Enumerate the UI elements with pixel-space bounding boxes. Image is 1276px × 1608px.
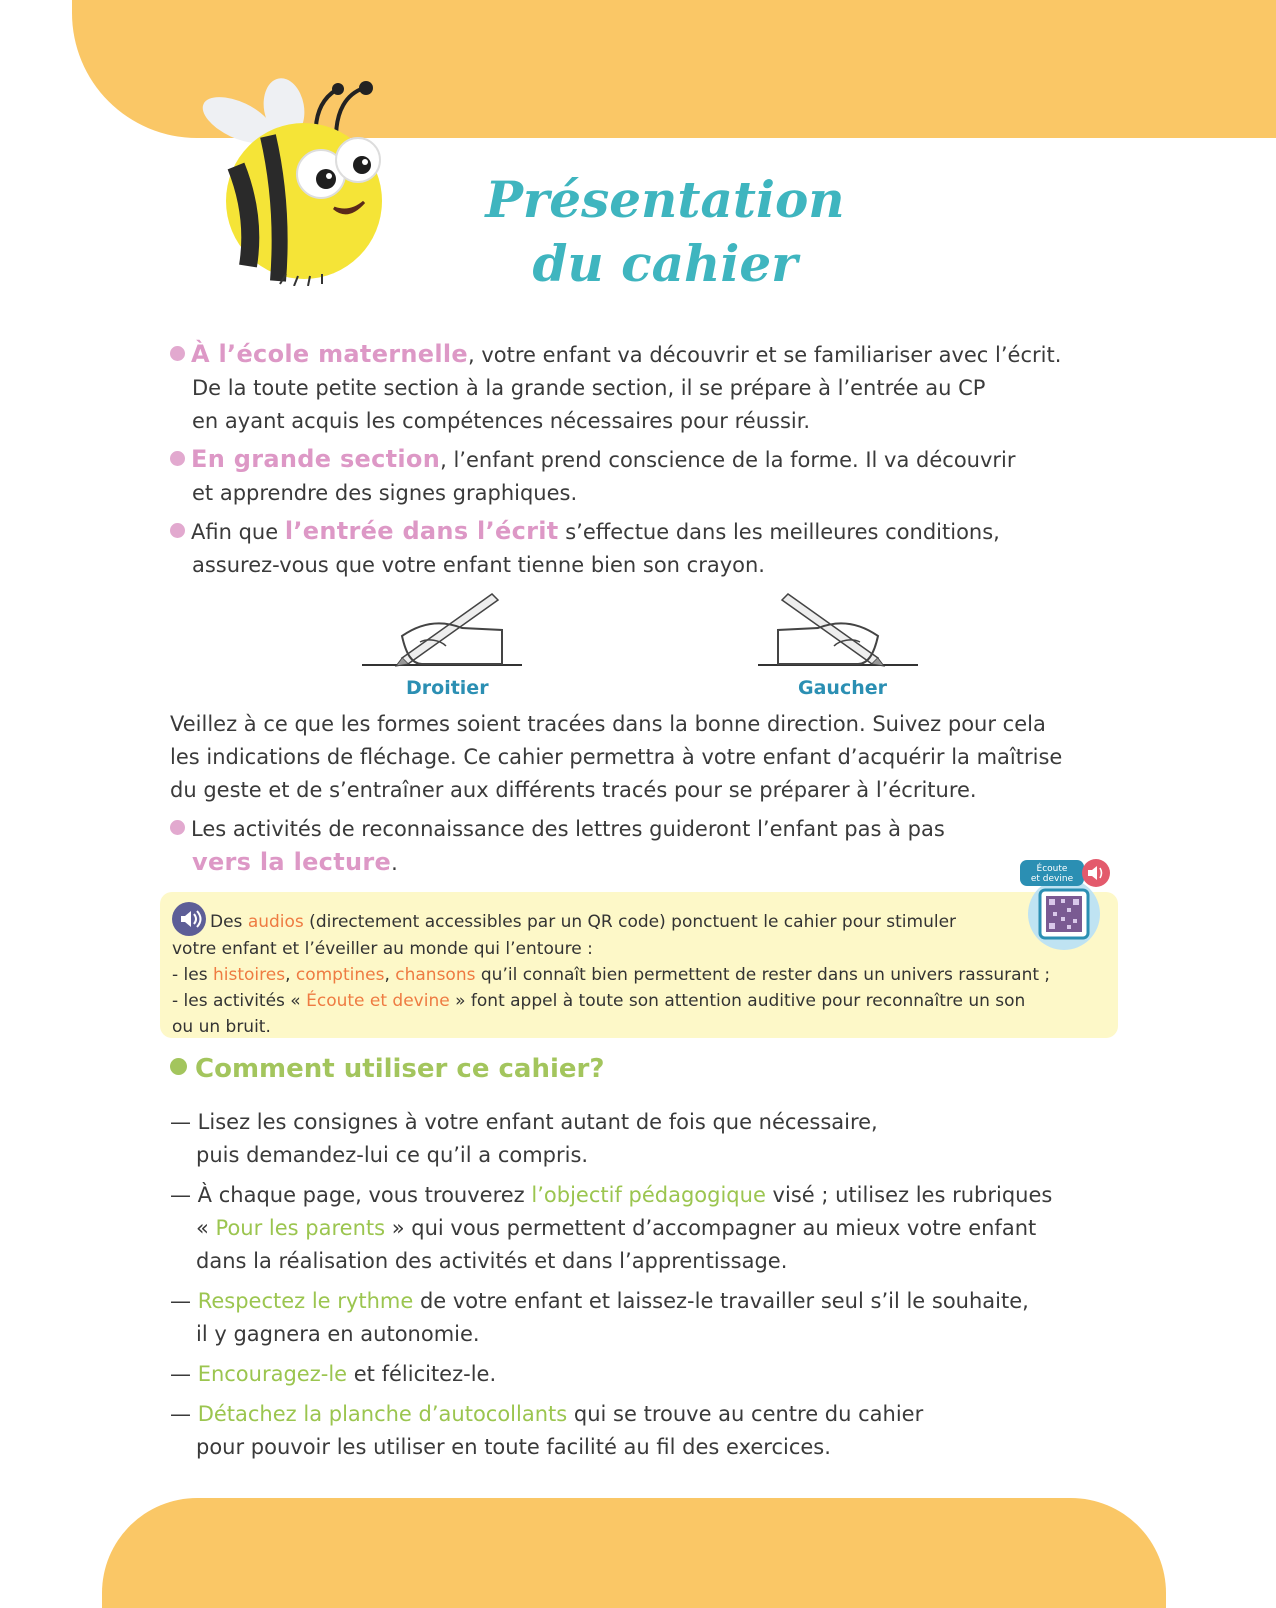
bottom-decorative-band bbox=[102, 1498, 1166, 1608]
body-text: — bbox=[170, 1402, 198, 1426]
title-line-2: du cahier bbox=[532, 234, 798, 293]
page-title bbox=[430, 168, 900, 296]
chansons-highlight: chansons bbox=[395, 965, 476, 985]
tip-item bbox=[170, 1179, 1130, 1278]
highlight-text: En grande section bbox=[191, 445, 441, 473]
comptines-highlight: comptines bbox=[295, 965, 385, 985]
histoires-highlight: histoires bbox=[212, 965, 286, 985]
body-text: de votre enfant et laissez-le travailler seul s’il le souhaite, bbox=[413, 1289, 1029, 1313]
section-heading-how-to bbox=[170, 1054, 604, 1084]
ecoute-highlight: Écoute et devine bbox=[306, 991, 450, 1011]
body-text: » font appel à toute son attention auditive pour reconnaître un son bbox=[449, 991, 1026, 1011]
body-text: » qui vous permettent d’accompagner au mieux votre enfant bbox=[385, 1216, 1037, 1240]
highlight-text: Encouragez-le bbox=[197, 1362, 348, 1386]
pencil-hand-left-icon bbox=[758, 588, 918, 670]
body-text: , l’enfant prend conscience de la forme. Il va découvrir bbox=[440, 448, 1016, 472]
intro-paragraph-ecrit bbox=[170, 515, 1130, 582]
title-line-1: Présentation bbox=[485, 170, 845, 229]
body-text: , bbox=[384, 965, 396, 985]
svg-text:et devine: et devine bbox=[1030, 874, 1074, 884]
speaker-icon bbox=[172, 902, 206, 936]
body-text: — À chaque page, vous trouverez bbox=[170, 1183, 532, 1207]
letters-paragraph bbox=[170, 813, 1130, 880]
body-text: Afin que bbox=[191, 520, 285, 544]
body-text: - les activités « bbox=[172, 991, 307, 1011]
body-text: , bbox=[285, 965, 296, 985]
body-text: — Lisez les consignes à votre enfant autant de fois que nécessaire, bbox=[170, 1110, 878, 1134]
bullet-dot bbox=[170, 820, 185, 835]
intro-paragraph-grande-section bbox=[170, 443, 1130, 510]
body-text: dans la réalisation des activités et dans l’apprentissage. bbox=[196, 1249, 788, 1273]
highlight-text: l’entrée dans l’écrit bbox=[284, 517, 559, 545]
bullet-dot bbox=[170, 1058, 187, 1075]
highlight-text: Pour les parents bbox=[215, 1216, 386, 1240]
bullet-dot bbox=[170, 523, 185, 538]
body-text: Les activités de reconnaissance des lettres guideront l’enfant pas à pas bbox=[191, 817, 945, 841]
body-text: — bbox=[170, 1289, 198, 1313]
body-text: Veillez à ce que les formes soient tracées dans la bonne direction. Suivez pour cela bbox=[170, 712, 1046, 736]
tip-item bbox=[170, 1398, 1130, 1464]
body-text: les indications de fléchage. Ce cahier permettra à votre enfant d’acquérir la maîtrise bbox=[170, 745, 1063, 769]
body-text: en ayant acquis les compétences nécessaires pour réussir. bbox=[192, 409, 811, 433]
qr-code-icon[interactable] bbox=[1018, 856, 1114, 952]
highlight-text: Respectez le rythme bbox=[197, 1289, 414, 1313]
body-text: — bbox=[170, 1362, 198, 1386]
right-handed-label: Droitier bbox=[406, 677, 489, 699]
intro-paragraph-maternelle bbox=[170, 338, 1130, 438]
pencil-hand-right-icon bbox=[362, 588, 522, 670]
body-text: , votre enfant va découvrir et se familiariser avec l’écrit. bbox=[468, 343, 1062, 367]
bee-mascot-icon bbox=[186, 76, 426, 286]
body-text: du geste et de s’entraîner aux différents tracés pour se préparer à l’écriture. bbox=[170, 778, 977, 802]
highlight-text: À l’école maternelle bbox=[191, 340, 469, 368]
audios-highlight: audios bbox=[247, 912, 304, 932]
bullet-dot bbox=[170, 451, 185, 466]
body-text: s’effectue dans les meilleures conditions, bbox=[558, 520, 1000, 544]
direction-paragraph bbox=[170, 708, 1130, 807]
bullet-dot bbox=[170, 346, 185, 361]
svg-text:Écoute: Écoute bbox=[1036, 864, 1068, 874]
body-text: « bbox=[196, 1216, 216, 1240]
body-text: Des bbox=[210, 912, 248, 932]
body-text: . bbox=[391, 851, 398, 875]
body-text: il y gagnera en autonomie. bbox=[196, 1322, 480, 1346]
body-text: puis demandez-lui ce qu’il a compris. bbox=[196, 1143, 589, 1167]
audio-info-box bbox=[160, 892, 1118, 1038]
body-text: votre enfant et l’éveiller au monde qui l’entoure : bbox=[172, 939, 593, 959]
heading-text: Comment utiliser ce cahier? bbox=[195, 1054, 605, 1084]
highlight-text: l’objectif pédagogique bbox=[531, 1183, 766, 1207]
highlight-text: vers la lecture bbox=[192, 848, 392, 876]
body-text: De la toute petite section à la grande section, il se prépare à l’entrée au CP bbox=[192, 376, 986, 400]
tip-item bbox=[170, 1106, 1130, 1172]
how-to-tips bbox=[170, 1106, 1130, 1471]
body-text: et apprendre des signes graphiques. bbox=[192, 481, 578, 505]
body-text: et félicitez-le. bbox=[347, 1362, 497, 1386]
body-text: (directement accessibles par un QR code) ponctuent le cahier pour stimuler bbox=[303, 912, 957, 932]
tip-item bbox=[170, 1285, 1130, 1351]
body-text: assurez-vous que votre enfant tienne bien son crayon. bbox=[192, 553, 765, 577]
body-text: qu’il connaît bien permettent de rester dans un univers rassurant ; bbox=[475, 965, 1051, 985]
highlight-text: Détachez la planche d’autocollants bbox=[197, 1402, 568, 1426]
body-text: qui se trouve au centre du cahier bbox=[567, 1402, 924, 1426]
body-text: visé ; utilisez les rubriques bbox=[765, 1183, 1053, 1207]
tip-item bbox=[170, 1358, 1130, 1391]
left-handed-label: Gaucher bbox=[798, 677, 887, 699]
body-text: - les bbox=[172, 965, 213, 985]
body-text: ou un bruit. bbox=[172, 1017, 271, 1037]
body-text: pour pouvoir les utiliser en toute facilité au fil des exercices. bbox=[196, 1435, 831, 1459]
